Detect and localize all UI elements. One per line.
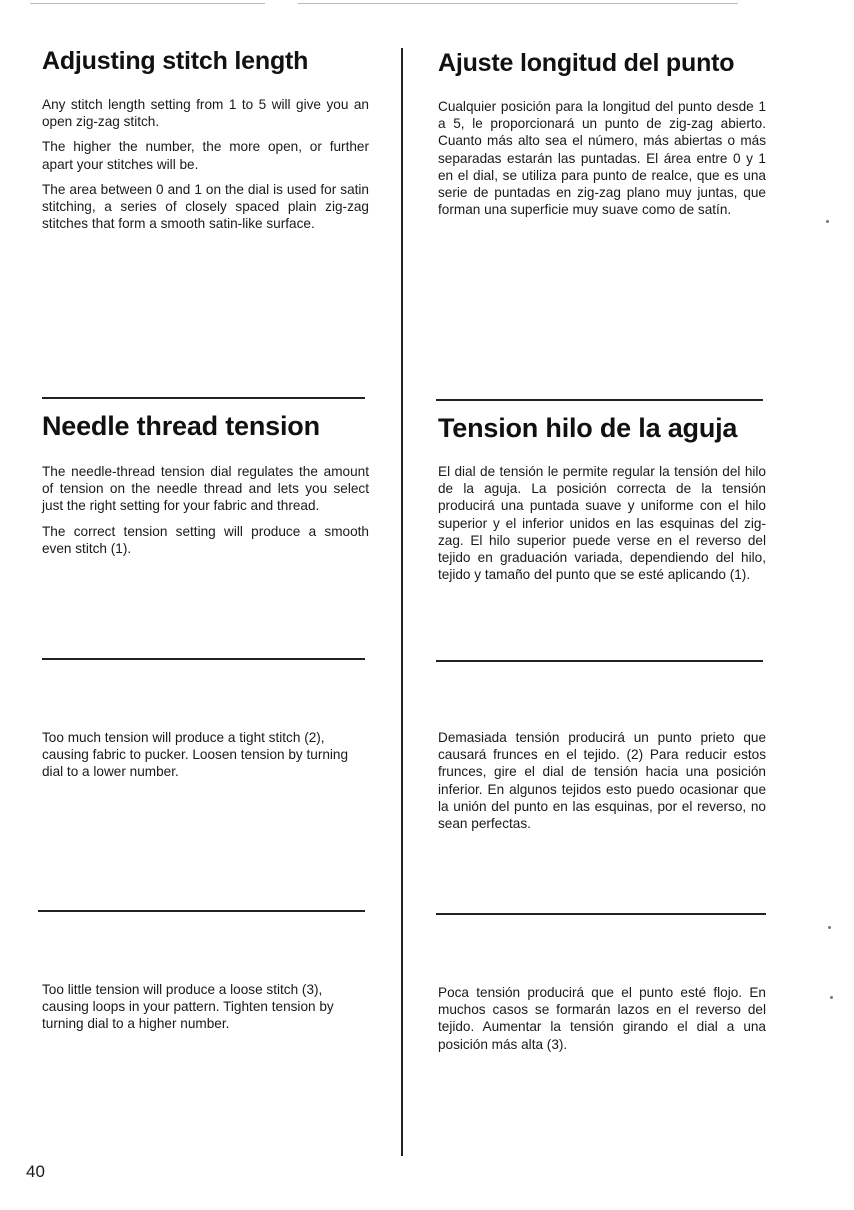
heading-stitch-length-es: Ajuste longitud del punto <box>438 49 735 77</box>
section-rule <box>436 913 766 915</box>
scan-speck <box>830 996 833 999</box>
section-rule <box>42 397 365 399</box>
section-tight-stitch-es <box>438 729 766 840</box>
paragraph: Demasiada tensión producirá un punto prieto que causará frunces en el tejido. (2) Para reducir estos frunces, gire el dial de tensión hacia una posición inferior. En algunos tejidos esto puedo ocasionar que la unión del punto en las esquinas, por el reverso, no sean perfectas. <box>438 730 766 832</box>
section-rule <box>38 910 365 912</box>
heading-thread-tension-es: Tension hilo de la aguja <box>438 413 738 443</box>
section-loose-stitch-es <box>438 984 766 1061</box>
heading-stitch-length-en: Adjusting stitch length <box>42 47 309 75</box>
paragraph: Too little tension will produce a loose stitch (3), causing loops in your pattern. Tighten tension by turning dial to a higher number. <box>42 982 334 1032</box>
section-stitch-length-es <box>438 49 766 226</box>
paragraph: El dial de tensión le permite regular la tensión del hilo de la aguja. La posición correcta de la tensión producirá una puntada suave y uniforme con el hilo superior y el inferior unidos en las esquinas del zig-zag. El hilo superior puede verse en el reverso del tejido en graduación variada, dependiendo del hilo, tejido y tamaño del punto que se esté aplicando (1). <box>438 464 766 583</box>
paragraph: The correct tension setting will produce a smooth even stitch (1). <box>42 523 369 556</box>
section-thread-tension-en <box>42 412 369 565</box>
section-rule <box>436 399 763 401</box>
scan-top-edge-left <box>30 3 265 4</box>
scan-speck <box>826 220 829 223</box>
paragraph: Poca tensión producirá que el punto esté flojo. En muchos casos se formarán lazos en el reverso del tejido. Aumentar la tensión girando el dial a una posición más alta (3). <box>438 985 766 1052</box>
paragraph: The area between 0 and 1 on the dial is used for satin stitching, a series of closely spaced plain zig-zag stitches that form a smooth satin-like surface. <box>42 181 369 232</box>
section-loose-stitch-en <box>42 981 369 1041</box>
section-tight-stitch-en <box>42 729 369 789</box>
paragraph: The higher the number, the more open, or further apart your stitches will be. <box>42 139 369 172</box>
section-stitch-length-en <box>42 47 369 240</box>
heading-thread-tension-en: Needle thread tension <box>42 411 320 441</box>
column-divider <box>401 48 403 1156</box>
scan-speck <box>828 926 831 929</box>
section-thread-tension-es <box>438 414 766 591</box>
paragraph: Too much tension will produce a tight stitch (2), causing fabric to pucker. Loosen tension by turning dial to a lower number. <box>42 730 349 780</box>
scan-top-edge-right <box>298 3 738 4</box>
paragraph: Cualquier posición para la longitud del punto desde 1 a 5, le proporcionará un punto de zig-zag abierto. Cuanto más alto sea el número, más abiertas o más separadas estarán las puntadas. El área entre 0 y 1 en el dial, se utiliza para punto de realce, que es una serie de puntadas en zig-zag plano muy juntas, que forman una superficie muy suave como de satín. <box>438 99 766 218</box>
section-rule <box>42 658 365 660</box>
paragraph: The needle-thread tension dial regulates the amount of tension on the needle thread and lets you select just the right setting for your fabric and thread. <box>42 464 369 514</box>
paragraph: Any stitch length setting from 1 to 5 will give you an open zig-zag stitch. <box>42 97 369 130</box>
page-number: 40 <box>26 1162 45 1181</box>
section-rule <box>436 660 763 662</box>
